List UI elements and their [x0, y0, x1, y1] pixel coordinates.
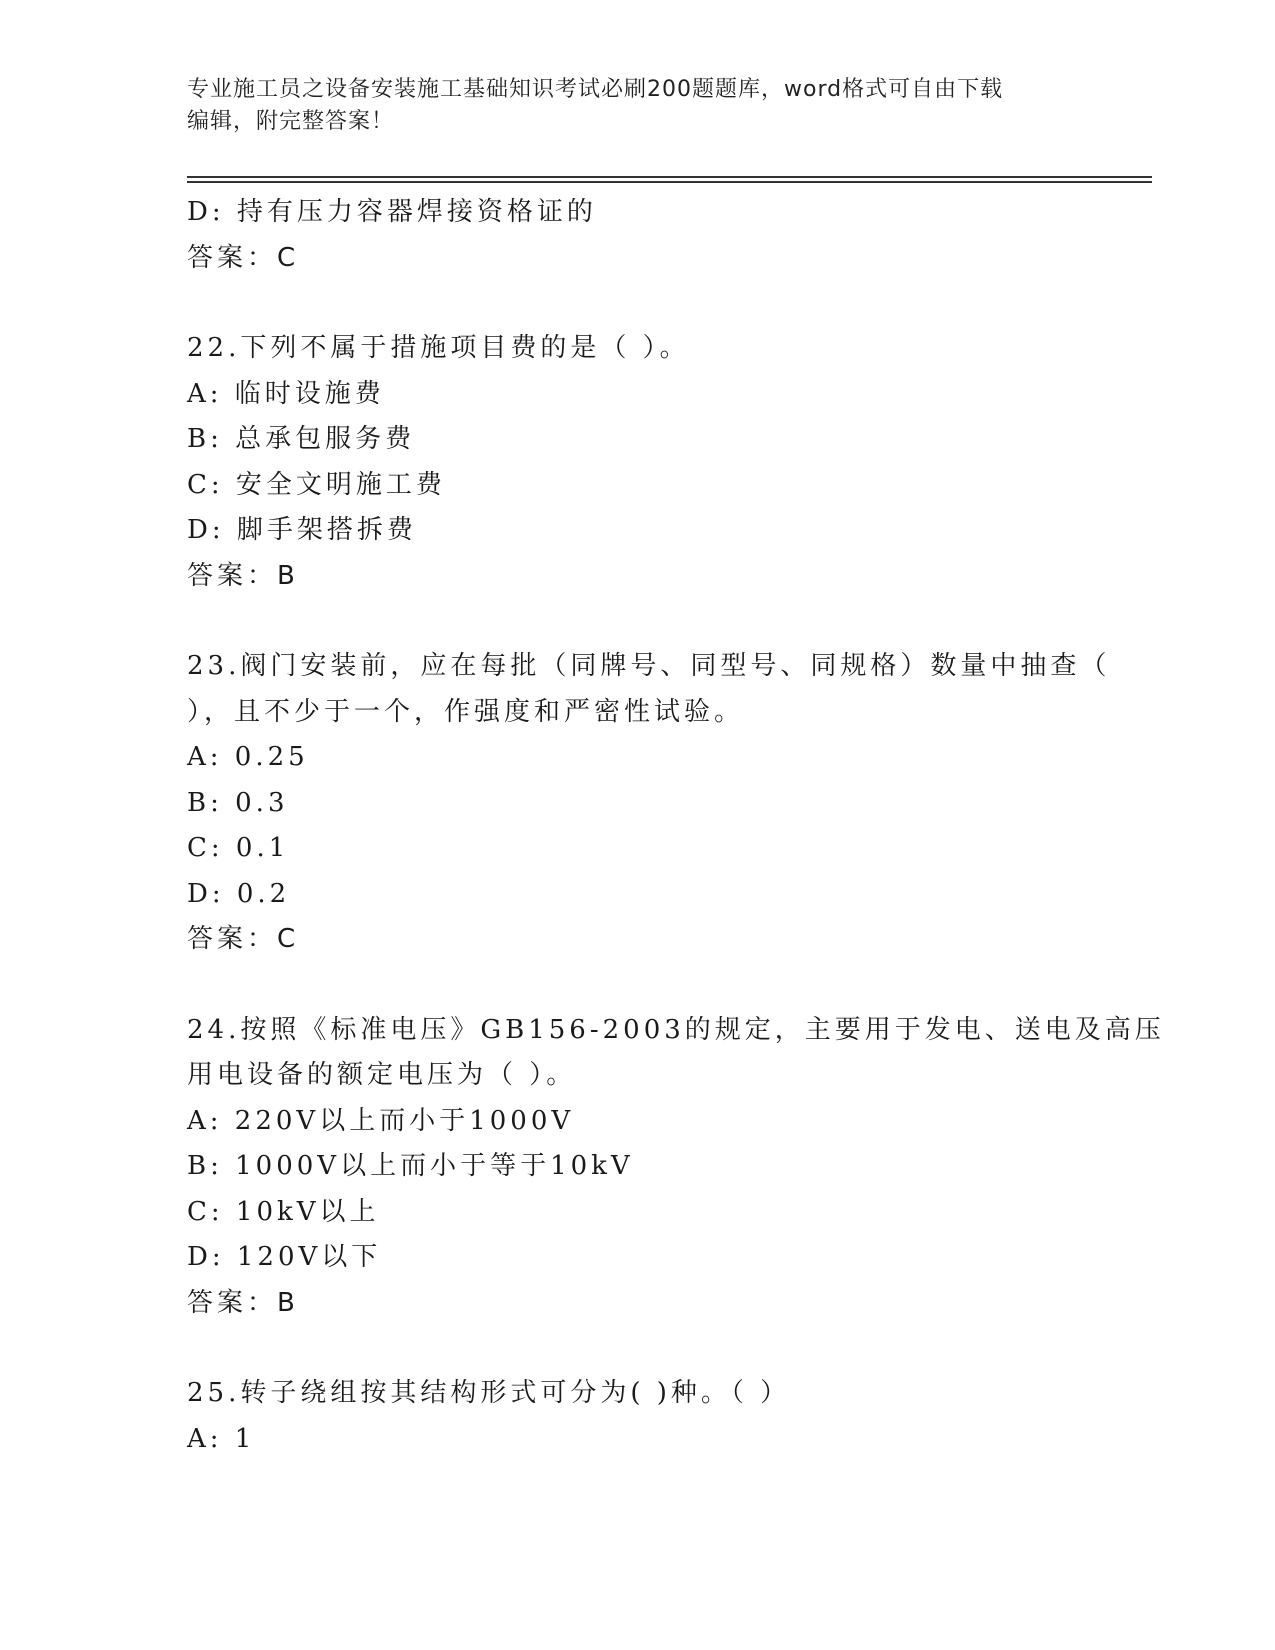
question-list: [187, 190, 1165, 1462]
question-22: [187, 326, 1107, 599]
option-d: D: 0.2: [187, 878, 291, 909]
option-c: C: 0.1: [187, 833, 290, 863]
header-title-line-1: 专业施工员之设备安装施工基础知识考试必刷200题题库，word格式可自由下载: [187, 77, 1004, 102]
question-stem: 22.下列不属于措施项目费的是（ ）。: [187, 333, 690, 363]
option-a: A: 临时设施费: [187, 378, 385, 409]
option-c: C: 安全文明施工费: [187, 469, 446, 500]
option-d: D: 120V以下: [187, 1242, 382, 1272]
header-divider-bottom: [187, 181, 1152, 183]
question-24: [187, 1008, 1165, 1327]
option-a: A: 1: [187, 1423, 256, 1454]
option-c: C: 10kV以上: [187, 1196, 380, 1227]
question-stem-line-2: ），且不少于一个，作强度和严密性试验。: [187, 696, 745, 727]
answer-line: 答案：C: [187, 924, 300, 954]
question-stem: 25.转子绕组按其结构形式可分为( )种。（ ）: [187, 1378, 791, 1408]
question-stem-line-1: 23.阀门安装前，应在每批（同牌号、同型号、同规格）数量中抽查（: [187, 651, 1111, 681]
option-b: B: 0.3: [187, 787, 289, 818]
option-b: B: 1000V以上而小于等于10kV: [187, 1151, 634, 1181]
header-title-line-2: 编辑，附完整答案！: [187, 109, 395, 134]
question-stem-line-1: 24.按照《标准电压》GB156-2003的规定，主要用于发电、送电及高压: [187, 1014, 1165, 1045]
question-stem-line-2: 用电设备的额定电压为（ ）。: [187, 1060, 577, 1090]
header-divider-top: [187, 176, 1152, 178]
option-a: A: 220V以上而小于1000V: [187, 1105, 575, 1136]
answer-line: 答案：C: [187, 242, 300, 273]
option-d: D: 脚手架搭拆费: [187, 515, 417, 545]
question-23: [187, 644, 1111, 963]
question-25: [187, 1371, 1107, 1462]
option-b: B: 总承包服务费: [187, 424, 416, 454]
page-header: [187, 74, 1067, 138]
answer-line: 答案：B: [187, 1287, 299, 1318]
answer-line: 答案：B: [187, 560, 299, 591]
option-a: A: 0.25: [187, 742, 309, 772]
option-d: D: 持有压力容器焊接资格证的: [187, 197, 597, 227]
previous-question-tail: [187, 190, 1107, 281]
